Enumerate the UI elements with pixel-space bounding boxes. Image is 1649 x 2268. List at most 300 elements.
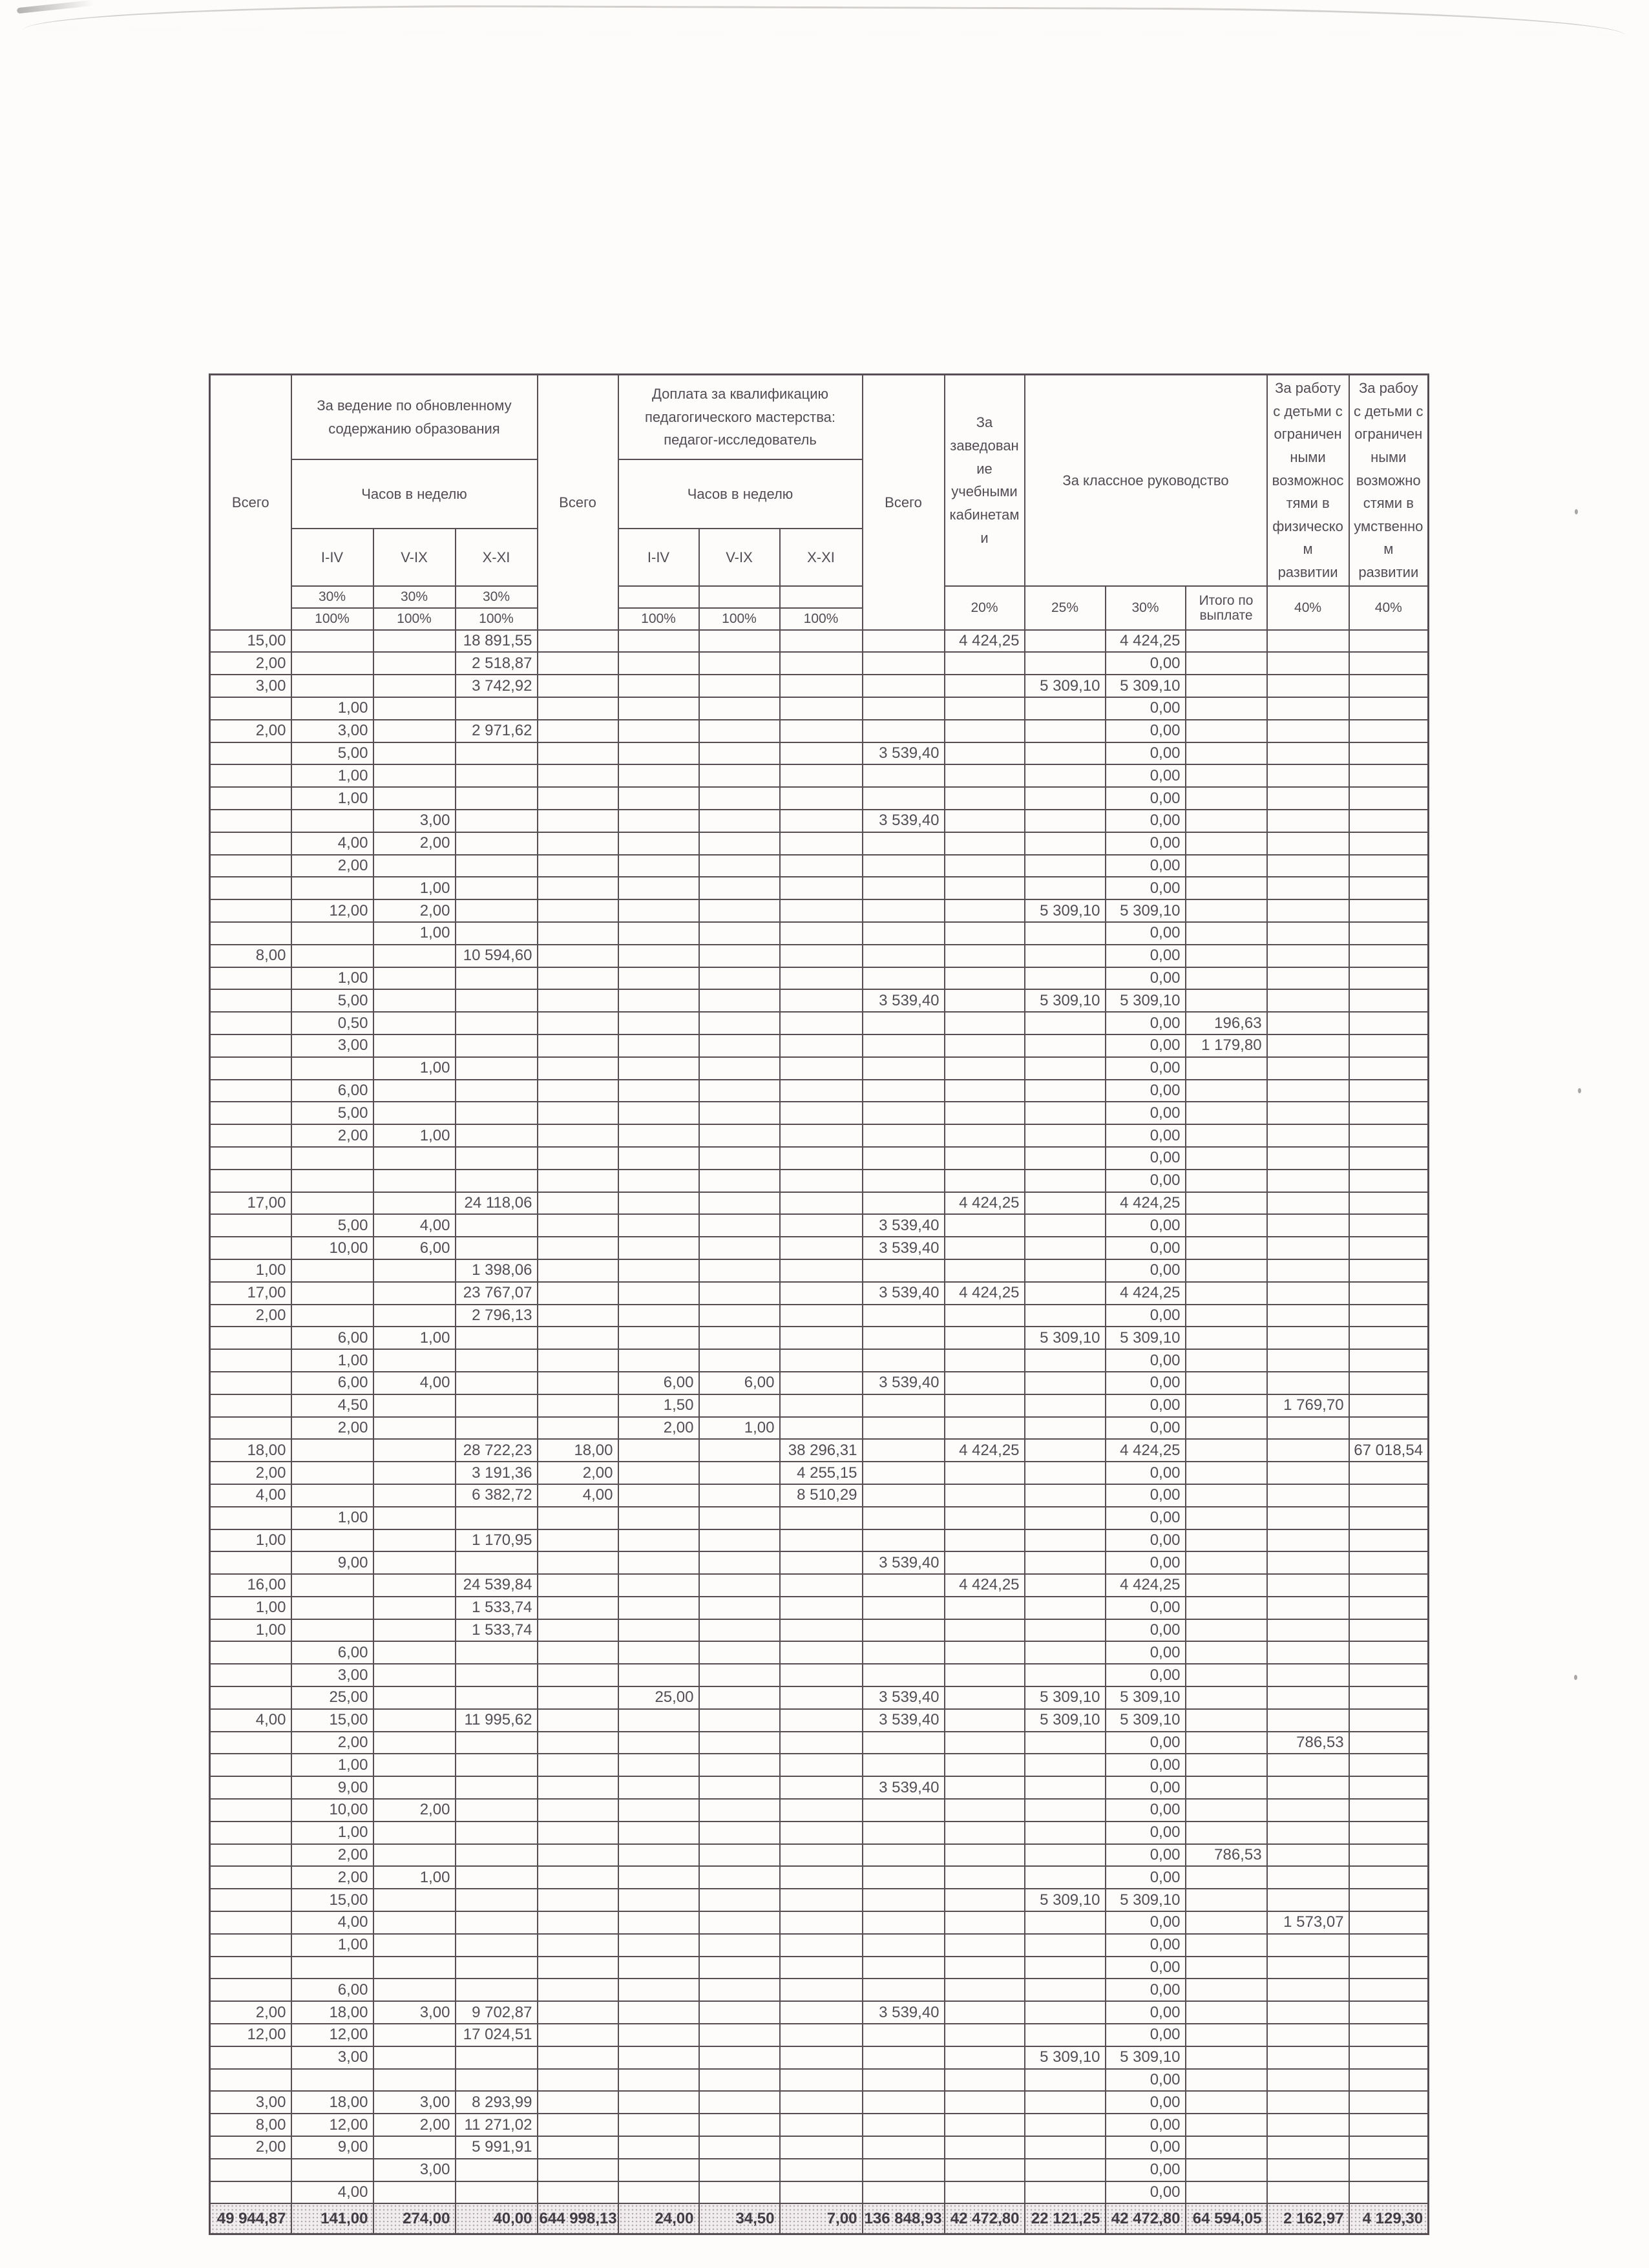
table-cell	[456, 1170, 538, 1192]
table-cell	[1267, 652, 1349, 675]
table-cell	[618, 1732, 699, 1754]
table-cell	[1349, 1327, 1429, 1349]
table-cell	[780, 2091, 863, 2114]
table-cell	[780, 2114, 863, 2136]
table-row	[210, 1192, 1429, 1215]
table-cell	[456, 1417, 538, 1440]
table-cell	[210, 1034, 291, 1057]
table-cell: 1 573,07	[1267, 1911, 1349, 1934]
table-cell	[780, 720, 863, 742]
rate-empty-b	[699, 586, 780, 608]
table-cell	[1349, 742, 1429, 765]
table-cell	[1267, 630, 1349, 653]
table-cell	[780, 1934, 863, 1957]
table-cell: 3 539,40	[863, 1776, 945, 1799]
table-cell	[863, 1732, 945, 1754]
col-header-hours-per-week-2: Часов в неделю	[618, 459, 863, 529]
table-cell	[1267, 1214, 1349, 1237]
table-cell	[618, 945, 699, 967]
table-cell	[1025, 1619, 1106, 1642]
table-row	[210, 2024, 1429, 2046]
table-cell: 0,00	[1106, 1799, 1186, 1822]
table-cell	[456, 742, 538, 765]
table-cell	[1349, 1889, 1429, 1911]
table-cell	[538, 1394, 618, 1417]
table-cell	[1267, 922, 1349, 945]
table-cell	[538, 1237, 618, 1259]
table-cell	[945, 922, 1025, 945]
table-cell	[1349, 2136, 1429, 2159]
table-cell	[618, 787, 699, 810]
totals-cell: 644 998,13	[538, 2203, 618, 2234]
table-cell	[210, 1394, 291, 1417]
table-cell	[1349, 1776, 1429, 1799]
table-cell	[1186, 2159, 1267, 2181]
table-cell	[210, 1754, 291, 1776]
table-cell	[456, 989, 538, 1012]
table-cell	[780, 675, 863, 697]
table-cell	[210, 899, 291, 922]
table-cell	[618, 1507, 699, 1529]
table-cell	[945, 1776, 1025, 1799]
table-cell: 6 382,72	[456, 1484, 538, 1507]
table-cell: 1 769,70	[1267, 1394, 1349, 1417]
table-cell	[1025, 697, 1106, 720]
table-cell: 0,00	[1106, 832, 1186, 855]
table-cell	[780, 1237, 863, 1259]
table-cell	[1186, 1732, 1267, 1754]
table-row	[210, 1597, 1429, 1619]
table-cell	[210, 1124, 291, 1147]
table-cell	[1186, 1462, 1267, 1484]
table-cell: 0,00	[1106, 945, 1186, 967]
table-cell	[1349, 1754, 1429, 1776]
table-cell: 23 767,07	[456, 1282, 538, 1305]
table-cell	[1267, 1057, 1349, 1080]
table-cell	[291, 1484, 373, 1507]
table-cell	[699, 832, 780, 855]
table-cell	[945, 1259, 1025, 1282]
table-cell	[1025, 1866, 1106, 1889]
table-cell: 6,00	[291, 1327, 373, 1349]
table-row	[210, 675, 1429, 697]
table-cell	[618, 1957, 699, 1979]
table-row	[210, 2181, 1429, 2204]
table-row	[210, 1686, 1429, 1709]
table-cell	[618, 630, 699, 653]
table-cell	[456, 810, 538, 832]
table-cell	[1025, 855, 1106, 877]
table-cell: 2,00	[210, 2136, 291, 2159]
table-cell	[780, 1641, 863, 1664]
table-cell	[863, 1462, 945, 1484]
table-cell: 0,00	[1106, 1641, 1186, 1664]
table-cell: 4 424,25	[1106, 1282, 1186, 1305]
table-cell	[618, 2136, 699, 2159]
table-cell	[538, 2091, 618, 2114]
table-cell	[945, 720, 1025, 742]
table-cell	[1186, 1957, 1267, 1979]
table-cell: 5 309,10	[1106, 1889, 1186, 1911]
table-cell	[699, 1597, 780, 1619]
pay-supplements-table	[209, 373, 1429, 2235]
table-row	[210, 855, 1429, 877]
table-cell	[618, 1911, 699, 1934]
table-cell	[1267, 1822, 1349, 1844]
table-cell	[373, 945, 456, 967]
table-cell	[945, 2001, 1025, 2024]
table-cell	[456, 899, 538, 922]
table-cell	[945, 675, 1025, 697]
table-cell	[1025, 2001, 1106, 2024]
table-cell: 0,00	[1106, 855, 1186, 877]
table-cell	[863, 1057, 945, 1080]
rate-100-d: 100%	[618, 608, 699, 630]
table-cell: 2,00	[373, 2114, 456, 2136]
table-cell	[780, 1911, 863, 1934]
table-cell: 3 539,40	[863, 1282, 945, 1305]
table-cell	[699, 1439, 780, 1462]
table-cell	[945, 1080, 1025, 1102]
table-cell: 5,00	[291, 989, 373, 1012]
rate-class-25: 25%	[1025, 586, 1106, 630]
table-cell	[1186, 2181, 1267, 2204]
col-header-grade-5-9-a: V-IX	[373, 529, 456, 585]
table-cell	[780, 899, 863, 922]
table-cell	[699, 1170, 780, 1192]
table-cell: 2,00	[291, 1844, 373, 1867]
table-cell	[945, 1124, 1025, 1147]
table-row	[210, 1979, 1429, 2001]
table-cell	[618, 1484, 699, 1507]
rate-100-c: 100%	[456, 608, 538, 630]
table-cell: 6,00	[291, 1080, 373, 1102]
table-cell	[1349, 720, 1429, 742]
table-cell	[1186, 877, 1267, 899]
table-cell	[945, 2136, 1025, 2159]
table-cell: 0,00	[1106, 1394, 1186, 1417]
table-cell	[699, 2181, 780, 2204]
table-cell	[1025, 1124, 1106, 1147]
table-cell: 28 722,23	[456, 1439, 538, 1462]
table-cell	[456, 787, 538, 810]
table-cell	[210, 1327, 291, 1349]
table-cell	[863, 1439, 945, 1462]
table-cell	[1186, 1529, 1267, 1552]
table-cell	[1025, 1911, 1106, 1934]
table-cell	[1025, 1641, 1106, 1664]
table-cell	[1186, 1439, 1267, 1462]
table-cell	[699, 2046, 780, 2069]
table-cell	[618, 720, 699, 742]
table-cell	[210, 1957, 291, 1979]
table-cell	[538, 1776, 618, 1799]
table-cell	[699, 1305, 780, 1327]
table-cell	[538, 2114, 618, 2136]
table-cell	[210, 1012, 291, 1034]
table-row	[210, 1327, 1429, 1349]
table-cell	[291, 922, 373, 945]
table-cell	[945, 652, 1025, 675]
rate-cabinet-20: 20%	[945, 586, 1025, 630]
table-cell	[538, 1551, 618, 1574]
table-cell	[618, 1170, 699, 1192]
table-cell: 3 539,40	[863, 989, 945, 1012]
table-cell	[618, 1664, 699, 1686]
table-cell	[210, 1417, 291, 1440]
table-cell	[945, 764, 1025, 787]
table-cell	[1267, 1979, 1349, 2001]
table-cell	[456, 1686, 538, 1709]
rate-100-e: 100%	[699, 608, 780, 630]
table-cell	[699, 1889, 780, 1911]
table-cell	[456, 1799, 538, 1822]
table-cell: 2,00	[210, 652, 291, 675]
table-cell	[1025, 1259, 1106, 1282]
table-row	[210, 1507, 1429, 1529]
table-cell	[1267, 1282, 1349, 1305]
table-cell	[945, 1394, 1025, 1417]
table-cell	[945, 1844, 1025, 1867]
table-cell: 5,00	[291, 1102, 373, 1124]
table-cell	[618, 1034, 699, 1057]
totals-cell: 42 472,80	[1106, 2203, 1186, 2234]
rate-100-f: 100%	[780, 608, 863, 630]
table-row	[210, 764, 1429, 787]
table-cell: 0,00	[1106, 2181, 1186, 2204]
table-cell	[210, 2046, 291, 2069]
table-cell	[538, 967, 618, 990]
table-cell: 0,00	[1106, 1822, 1186, 1844]
totals-cell: 22 121,25	[1025, 2203, 1106, 2234]
table-cell	[373, 697, 456, 720]
table-cell	[699, 742, 780, 765]
table-cell: 25,00	[618, 1686, 699, 1709]
table-cell	[210, 1214, 291, 1237]
table-cell: 2 796,13	[456, 1305, 538, 1327]
table-cell	[1349, 855, 1429, 877]
table-cell	[1186, 697, 1267, 720]
table-cell	[699, 1776, 780, 1799]
table-cell	[618, 1237, 699, 1259]
table-cell	[456, 1844, 538, 1867]
table-cell	[373, 1034, 456, 1057]
table-cell	[1267, 1844, 1349, 1867]
scan-artifact-corner-mark	[17, 0, 94, 14]
table-cell	[1267, 1192, 1349, 1215]
table-cell: 3 539,40	[863, 1686, 945, 1709]
rate-100-b: 100%	[373, 608, 456, 630]
table-cell	[618, 1192, 699, 1215]
table-cell: 0,00	[1106, 922, 1186, 945]
table-cell	[780, 1799, 863, 1822]
table-cell	[373, 720, 456, 742]
table-cell	[1349, 1034, 1429, 1057]
table-cell: 0,00	[1106, 1664, 1186, 1686]
table-cell	[373, 1979, 456, 2001]
table-cell	[1186, 1305, 1267, 1327]
table-row	[210, 810, 1429, 832]
table-cell	[780, 1574, 863, 1597]
table-cell	[1186, 1619, 1267, 1642]
table-cell	[1186, 855, 1267, 877]
table-cell	[1186, 764, 1267, 787]
table-cell	[1025, 1439, 1106, 1462]
table-cell	[291, 652, 373, 675]
table-cell	[699, 1349, 780, 1372]
table-cell	[1186, 1934, 1267, 1957]
table-row	[210, 630, 1429, 653]
table-cell	[699, 1529, 780, 1552]
table-cell	[699, 2001, 780, 2024]
table-cell	[699, 899, 780, 922]
table-cell	[699, 1574, 780, 1597]
col-header-total-amount-2: Всего	[863, 375, 945, 630]
table-cell	[863, 1080, 945, 1102]
table-cell	[863, 675, 945, 697]
table-cell	[1025, 1957, 1106, 1979]
table-cell	[1349, 1057, 1429, 1080]
table-cell	[618, 2114, 699, 2136]
table-cell	[538, 1866, 618, 1889]
table-cell	[1186, 1484, 1267, 1507]
table-cell	[1349, 1619, 1429, 1642]
table-cell	[373, 1619, 456, 1642]
table-cell	[618, 1349, 699, 1372]
table-cell	[373, 742, 456, 765]
table-cell	[456, 1732, 538, 1754]
table-cell	[1186, 967, 1267, 990]
table-cell	[863, 832, 945, 855]
table-cell: 5 309,10	[1025, 1889, 1106, 1911]
table-cell	[1186, 1776, 1267, 1799]
table-cell: 0,00	[1106, 764, 1186, 787]
table-cell	[1267, 764, 1349, 787]
table-cell	[945, 1417, 1025, 1440]
table-cell	[699, 1484, 780, 1507]
table-cell	[618, 899, 699, 922]
table-cell	[699, 1057, 780, 1080]
table-cell: 4,00	[210, 1484, 291, 1507]
table-cell	[1025, 1012, 1106, 1034]
table-cell	[456, 1866, 538, 1889]
col-header-total-payout: Итого по выплате	[1186, 586, 1267, 630]
table-row	[210, 1080, 1429, 1102]
table-cell	[1186, 810, 1267, 832]
table-cell	[1267, 2024, 1349, 2046]
table-cell	[1349, 832, 1429, 855]
table-cell	[945, 899, 1025, 922]
table-cell	[1267, 1170, 1349, 1192]
table-cell	[456, 1057, 538, 1080]
table-cell	[945, 1754, 1025, 1776]
table-cell	[538, 1124, 618, 1147]
table-cell	[1186, 1259, 1267, 1282]
table-cell	[945, 1732, 1025, 1754]
table-cell: 0,00	[1106, 1057, 1186, 1080]
table-cell	[699, 1664, 780, 1686]
table-cell	[538, 2136, 618, 2159]
table-cell	[373, 1170, 456, 1192]
table-row	[210, 877, 1429, 899]
table-cell: 0,00	[1106, 1866, 1186, 1889]
totals-cell: 2 162,97	[1267, 2203, 1349, 2234]
table-cell: 5 309,10	[1106, 989, 1186, 1012]
scan-artifact-speck	[1575, 509, 1578, 514]
table-cell	[699, 1237, 780, 1259]
table-cell: 0,00	[1106, 1080, 1186, 1102]
table-cell: 2,00	[618, 1417, 699, 1440]
table-cell: 0,00	[1106, 2069, 1186, 2092]
table-cell: 5 309,10	[1025, 675, 1106, 697]
table-cell	[1349, 967, 1429, 990]
rate-100-a: 100%	[291, 608, 373, 630]
table-cell: 1,00	[373, 1057, 456, 1080]
table-cell	[373, 1664, 456, 1686]
table-row	[210, 1641, 1429, 1664]
table-cell	[1025, 1102, 1106, 1124]
table-cell: 0,00	[1106, 2091, 1186, 2114]
table-row	[210, 1012, 1429, 1034]
table-cell	[538, 1709, 618, 1732]
table-cell	[210, 1799, 291, 1822]
table-cell	[863, 1934, 945, 1957]
table-cell	[618, 1889, 699, 1911]
table-cell: 3 539,40	[863, 810, 945, 832]
table-cell	[945, 697, 1025, 720]
table-row	[210, 2159, 1429, 2181]
table-row	[210, 1911, 1429, 1934]
table-cell	[210, 1170, 291, 1192]
table-cell: 4,00	[291, 2181, 373, 2204]
table-cell: 1,00	[210, 1259, 291, 1282]
table-cell	[210, 1372, 291, 1394]
table-cell	[699, 1034, 780, 1057]
table-cell	[780, 2001, 863, 2024]
table-cell	[1025, 1417, 1106, 1440]
table-cell	[1349, 810, 1429, 832]
table-cell	[1267, 2069, 1349, 2092]
table-row	[210, 1057, 1429, 1080]
table-cell	[373, 675, 456, 697]
table-cell	[538, 1192, 618, 1215]
table-cell	[699, 2069, 780, 2092]
table-cell	[538, 1305, 618, 1327]
table-cell	[538, 1732, 618, 1754]
table-cell: 5 309,10	[1106, 1709, 1186, 1732]
table-cell	[945, 1889, 1025, 1911]
table-cell	[456, 1034, 538, 1057]
table-cell	[1267, 989, 1349, 1012]
table-cell	[780, 1214, 863, 1237]
table-cell	[1349, 1979, 1429, 2001]
table-cell	[1267, 1439, 1349, 1462]
table-cell: 3,00	[291, 1034, 373, 1057]
table-cell	[1349, 1080, 1429, 1102]
table-cell: 4 424,25	[945, 1439, 1025, 1462]
table-cell: 10,00	[291, 1237, 373, 1259]
table-cell	[538, 1417, 618, 1440]
table-cell: 1,00	[291, 1754, 373, 1776]
table-cell	[1025, 1080, 1106, 1102]
scan-artifact-speck	[1574, 1675, 1577, 1680]
table-cell: 1,00	[699, 1417, 780, 1440]
table-cell	[945, 1147, 1025, 1170]
table-cell	[291, 1439, 373, 1462]
table-cell	[373, 1282, 456, 1305]
table-cell	[1186, 2001, 1267, 2024]
table-cell	[618, 1529, 699, 1552]
